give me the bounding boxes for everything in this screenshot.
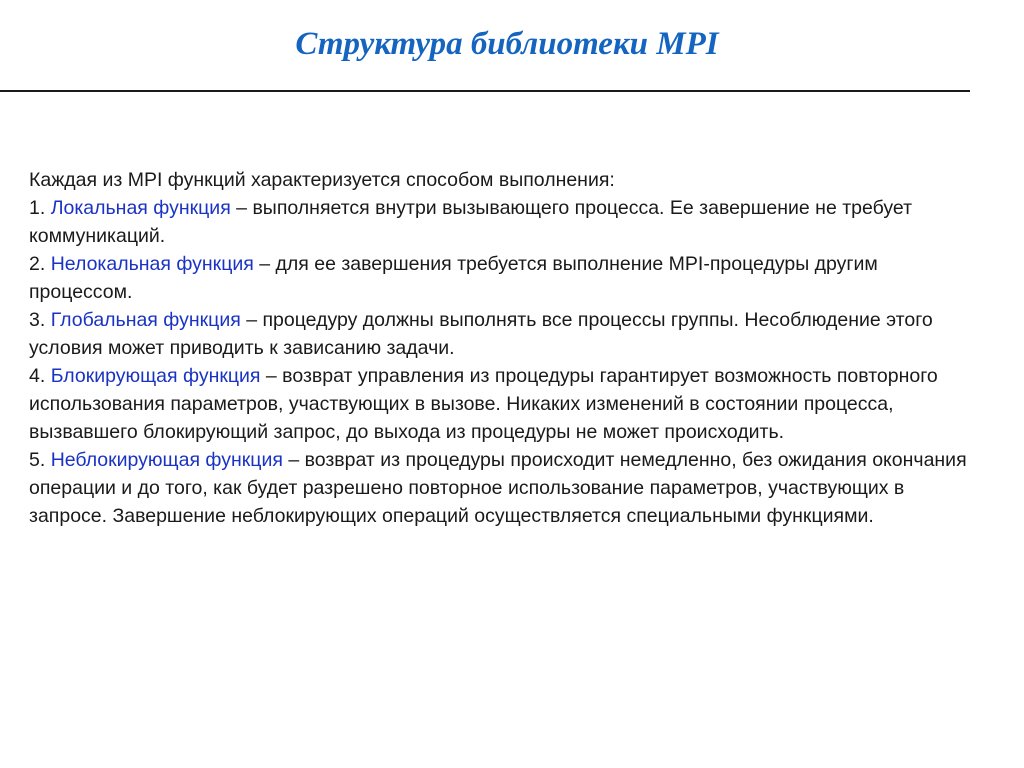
item-number: 5. (29, 449, 51, 471)
list-item-nonblocking (29, 446, 969, 530)
item-description: – возврат управления из процедуры гарантирует возможность повторного использования параметров, участвующих в вызове. Никаких изменений в состоянии процесса, вызвавшего блокирующий запрос, до выхода из процедуры не может происходить. (29, 365, 938, 443)
item-term: Блокирующая функция (50, 365, 261, 387)
list-item-nonlocal (29, 250, 969, 306)
item-term: Глобальная функция (50, 309, 241, 331)
item-number: 4. (29, 365, 51, 387)
item-number: 2. (29, 253, 51, 275)
slide-title: Структура библиотеки MPI (295, 26, 719, 62)
item-description: – процедуру должны выполнять все процессы группы. Несоблюдение этого условия может приводить к зависанию задачи. (29, 309, 933, 359)
item-description: – для ее завершения требуется выполнение MPI-процедуры другим процессом. (29, 253, 878, 303)
item-term: Неблокирующая функция (50, 449, 283, 471)
item-term: Нелокальная функция (50, 253, 254, 275)
list-item-local (29, 194, 969, 250)
title-divider (0, 90, 970, 92)
list-item-blocking (29, 362, 969, 446)
item-term: Локальная функция (50, 197, 231, 219)
item-number: 3. (29, 309, 51, 331)
item-description: – выполняется внутри вызывающего процесса. Ее завершение не требует коммуникаций. (29, 197, 913, 247)
item-number: 1. (29, 197, 51, 219)
list-item-global (29, 306, 969, 362)
intro-text: Каждая из MPI функций характеризуется способом выполнения: (29, 169, 615, 191)
slide-body (29, 166, 969, 530)
item-description: – возврат из процедуры происходит немедленно, без ожидания окончания операции и до того, как будет разрешено повторное использование параметров, участвующих в запросе. Завершение неблокирующих операций осуществляется специальными функциями. (29, 449, 967, 527)
